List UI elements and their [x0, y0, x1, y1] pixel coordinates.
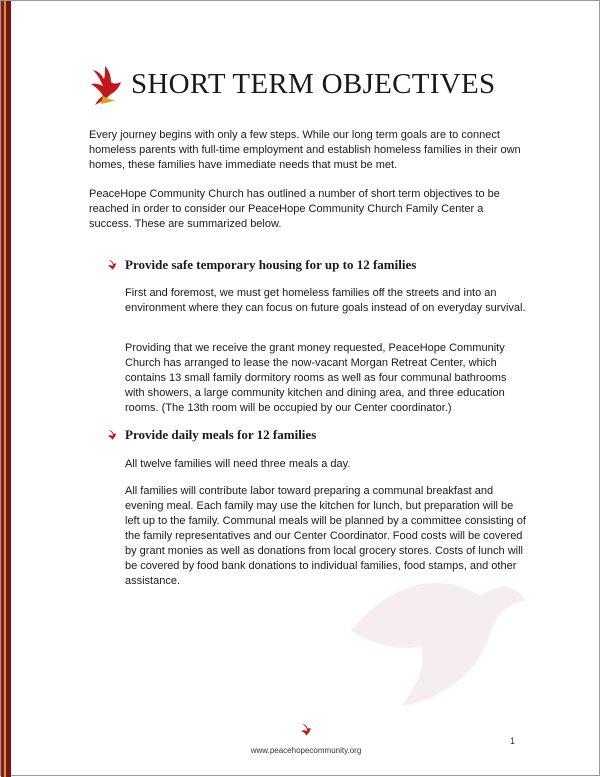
footer-url: www.peacehopecommunity.org	[250, 746, 362, 755]
cardinal-bullet-icon	[107, 259, 117, 271]
section-heading	[107, 257, 416, 273]
page-title: SHORT TERM OBJECTIVES	[131, 67, 496, 100]
section-title: Provide safe temporary housing for up to 12 families	[125, 257, 417, 272]
page-number: 1	[510, 736, 516, 746]
section-title: Provide daily meals for 12 families	[125, 427, 317, 442]
section-heading	[107, 427, 316, 443]
intro-paragraph: Every journey begins with only a few steps. While our long term goals are to connect homeless parents with full-time employment and establish homeless families in their own homes, these families have immediate needs that must be met.	[89, 129, 521, 171]
side-decorative-stripe	[1, 1, 11, 777]
footer-cardinal-icon	[300, 723, 312, 737]
cardinal-bullet-icon	[107, 429, 117, 441]
section-paragraph: Providing that we receive the grant money requested, PeaceHope Community Church has arranged to lease the now-vacant Morgan Retreat Center, which contains 13 small family dormitory rooms as well as four communal bathrooms with showers, a large community kitchen and dining area, and three education rooms. (The 13th room will be occupied by our Center coordinator.)	[125, 342, 507, 414]
page-header	[89, 59, 495, 109]
section-paragraph: First and foremost, we must get homeless families off the streets and into an environment where they can focus on future goals instead of on everyday survival.	[125, 287, 526, 314]
cardinal-bird-icon	[89, 62, 123, 106]
section-paragraph: All families will contribute labor toward preparing a communal breakfast and evening meal. Each family may use the kitchen for lunch, but preparation will be left up to the family. Communal meals will be planned by a committee consisting of the family representatives and our Center Coordinator. Food costs will be covered by grant monies as well as donations from local grocery stores. Costs of lunch will be covered by food bank donations to individual families, food stamps, and other assistance.	[125, 485, 526, 587]
intro-paragraph: PeaceHope Community Church has outlined a number of short term objectives to be reached in order to consider our PeaceHope Community Church Family Center a success. These are summarized below.	[89, 188, 500, 230]
section-paragraph: All twelve families will need three meals a day.	[125, 458, 351, 470]
